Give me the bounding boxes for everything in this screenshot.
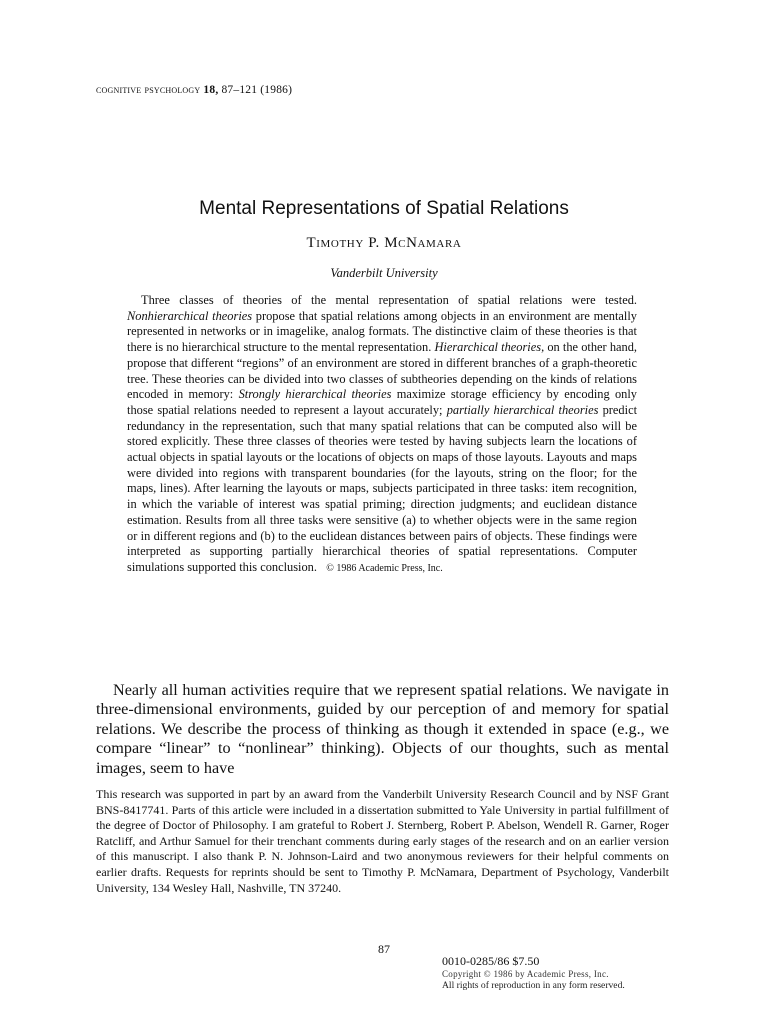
journal-pages-year: 87–121 (1986)	[221, 84, 293, 96]
abstract-text: predict redundancy in the representation, such that many spatial relations that can be computed also will be stored explicitly. These three classes of theories were tested by having subjects learn the locations of actual objects in spatial layouts or the locations of objects on maps of those layouts. Layouts and maps were divided into regions with transparent boundaries (for the layouts, string on the floor; for the maps, lines). After learning the layouts or maps, subjects participated in three tasks: item recognition, in which the variable of interest was spatial priming; direction judgments; and euclidean distance estimation. Results from all three tasks were sensitive (a) to whether objects were in the same region or in different regions and (b) to the euclidean distances between pairs of objects. These findings were interpreted as supporting partially hierarchical theories of spatial representations. Computer simulations supported this conclusion.	[127, 402, 638, 574]
abstract-emphasis: Hierarchical theories,	[434, 340, 545, 355]
publisher-copyright: Copyright © 1986 by Academic Press, Inc.	[442, 969, 609, 979]
rights-notice: All rights of reproduction in any form reserved.	[442, 980, 625, 991]
body-text	[96, 681, 669, 778]
abstract-text: maximize storage efficiency by encoding only those spatial relations needed to represent a layout accurately;	[127, 387, 637, 417]
journal-volume: 18,	[203, 84, 219, 96]
abstract-emphasis: Strongly hierarchical theories	[238, 387, 392, 402]
author-affiliation: Vanderbilt University	[330, 266, 438, 280]
body-paragraph: Nearly all human activities require that we represent spatial relations. We navigate in three-dimensional environments, guided by our perception of and memory for spatial relations. We describe the process of thinking as though it extended in space (e.g., we compare “linear” to “nonlinear” thinking). Objects of our thoughts, such as mental images, seem to have	[96, 681, 669, 777]
article-code: 0010-0285/86 $7.50	[442, 954, 540, 968]
abstract-paragraph	[127, 293, 637, 577]
abstract-emphasis: Nonhierarchical theories	[127, 308, 253, 323]
page-number: 87	[378, 942, 390, 956]
abstract-text: on the other hand, propose that different “regions” of an environment are stored in different branches of a graph-theoretic tree. These theories can be divided into two classes of subtheories depending on the kinds of relations encoded in memory:	[127, 340, 637, 402]
article-author: Timothy P. McNamara	[306, 235, 462, 251]
abstract-copyright: © 1986 Academic Press, Inc.	[326, 562, 443, 574]
abstract-text: propose that spatial relations among objects in an environment are mentally represented in networks or in imagelike, analog formats. The distinctive claim of these theories is that there is no hierarchical structure to the mental representation.	[127, 308, 637, 355]
abstract-emphasis: partially hierarchical theories	[446, 402, 599, 417]
journal-citation	[96, 82, 292, 97]
acknowledgment-footnote	[96, 787, 669, 896]
journal-name: cognitive psychology	[96, 82, 201, 96]
footnote-paragraph: This research was supported in part by an award from the Vanderbilt University Research Council and by NSF Grant BNS-8417741. Parts of this article were included in a dissertation submitted to Yale University in partial fulfillment of the degree of Doctor of Philosophy. I am grateful to Robert J. Sternberg, Robert P. Abelson, Wendell R. Garner, Roger Ratcliff, and Arthur Samuel for their trenchant comments during early stages of the research and on an earlier version of this manuscript. I also thank P. N. Johnson-Laird and two anonymous reviewers for their helpful comments on earlier drafts. Requests for reprints should be sent to Timothy P. McNamara, Department of Psychology, Vanderbilt University, 134 Wesley Hall, Nashville, TN 37240.	[96, 787, 669, 895]
article-title: Mental Representations of Spatial Relations	[199, 198, 569, 219]
abstract-text: Three classes of theories of the mental representation of spatial relations were tested.	[141, 293, 637, 307]
abstract	[127, 293, 637, 577]
